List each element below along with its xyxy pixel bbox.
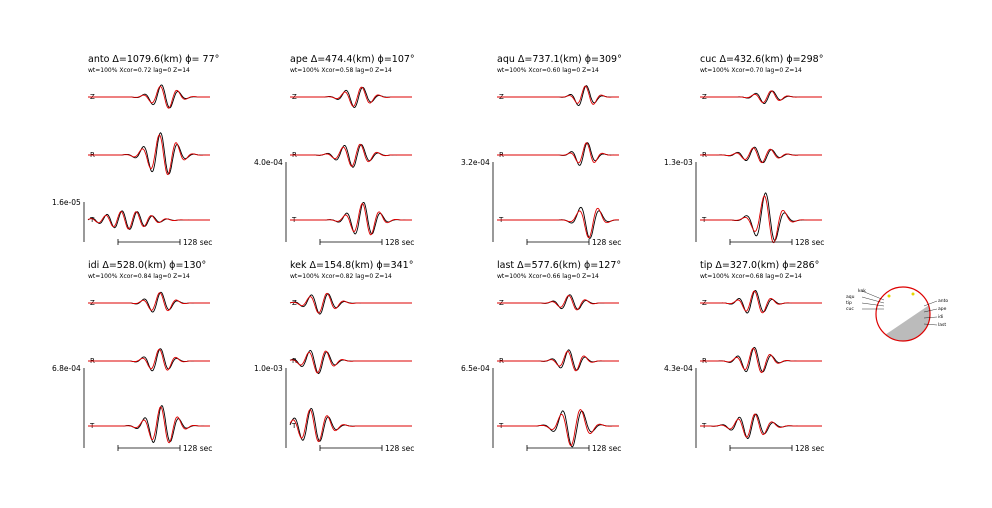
amplitude-scale-label: 1.0e-03 <box>254 364 283 373</box>
station-title: last Δ=577.6(km) ϕ=127° <box>497 260 622 271</box>
station-panel-aqu <box>461 54 622 247</box>
synthetic-trace-z <box>290 293 412 313</box>
observed-trace-z <box>88 292 210 312</box>
component-label-z: Z <box>702 93 707 101</box>
component-label-t: T <box>292 422 297 430</box>
station-params: wt=100% Xcor=0.82 lag=0 Z=14 <box>290 273 392 280</box>
station-title: anto Δ=1079.6(km) ϕ= 77° <box>88 54 220 65</box>
beachball-station-marker <box>888 295 891 298</box>
observed-trace-r <box>700 347 822 371</box>
beachball-station-label: ape <box>938 307 947 312</box>
component-label-t: T <box>499 422 504 430</box>
observed-trace-r <box>497 350 619 370</box>
station-panel-tip <box>664 260 824 453</box>
station-title: cuc Δ=432.6(km) ϕ=298° <box>700 54 824 65</box>
beachball-station-label: kek <box>858 289 866 294</box>
station-title: ape Δ=474.4(km) ϕ=107° <box>290 54 415 65</box>
amplitude-scale-label: 4.0e-04 <box>254 158 283 167</box>
component-label-r: R <box>499 151 504 159</box>
observed-trace-z <box>290 294 412 314</box>
amplitude-scale-label: 6.8e-04 <box>52 364 81 373</box>
synthetic-trace-r <box>88 349 210 370</box>
synthetic-trace-r <box>290 351 412 373</box>
component-label-z: Z <box>499 93 504 101</box>
component-label-r: R <box>499 357 504 365</box>
component-label-r: R <box>702 151 707 159</box>
beachball-station-label: last <box>938 323 947 328</box>
time-scale-label: 128 sec <box>592 444 622 453</box>
synthetic-trace-t <box>290 204 412 235</box>
amplitude-scale-label: 1.6e-05 <box>52 198 81 207</box>
synthetic-trace-z <box>700 91 822 103</box>
station-panel-cuc <box>664 54 824 247</box>
beachball-station-label: cuc <box>846 307 854 312</box>
station-params: wt=100% Xcor=0.72 lag=0 Z=14 <box>88 67 190 74</box>
component-label-z: Z <box>90 93 95 101</box>
component-label-r: R <box>702 357 707 365</box>
time-scale-label: 128 sec <box>795 444 825 453</box>
observed-trace-t <box>290 202 412 234</box>
station-panel-last <box>461 260 621 453</box>
station-params: wt=100% Xcor=0.70 lag=0 Z=14 <box>700 67 802 74</box>
beachball-station-label: aqu <box>846 295 855 300</box>
component-label-t: T <box>702 422 707 430</box>
station-params: wt=100% Xcor=0.66 lag=0 Z=14 <box>497 273 599 280</box>
observed-trace-r <box>88 133 210 174</box>
station-params: wt=100% Xcor=0.84 lag=0 Z=14 <box>88 273 190 280</box>
beachball-station-label: tip <box>846 301 852 306</box>
amplitude-scale-label: 4.3e-04 <box>664 364 693 373</box>
synthetic-trace-t <box>497 208 619 237</box>
time-scale-label: 128 sec <box>592 238 622 247</box>
station-panel-ape <box>254 54 415 247</box>
synthetic-trace-t <box>497 410 619 446</box>
component-label-t: T <box>702 216 707 224</box>
synthetic-trace-r <box>497 143 619 163</box>
time-scale-label: 128 sec <box>385 444 415 453</box>
component-label-z: Z <box>90 299 95 307</box>
observed-trace-t <box>88 406 210 443</box>
component-label-t: T <box>90 216 95 224</box>
time-scale-label: 128 sec <box>385 238 415 247</box>
component-label-z: Z <box>702 299 707 307</box>
station-params: wt=100% Xcor=0.68 lag=0 Z=14 <box>700 273 802 280</box>
station-title: aqu Δ=737.1(km) ϕ=309° <box>497 54 622 65</box>
observed-trace-r <box>290 145 412 168</box>
synthetic-trace-z <box>700 291 822 313</box>
station-panel-anto <box>52 54 219 247</box>
component-label-t: T <box>90 422 95 430</box>
station-panel-kek <box>254 260 414 453</box>
synthetic-trace-z <box>497 296 619 310</box>
station-panel-idi <box>52 260 212 453</box>
component-label-r: R <box>90 151 95 159</box>
observed-trace-z <box>497 295 619 310</box>
station-title: tip Δ=327.0(km) ϕ=286° <box>700 260 820 271</box>
component-label-t: T <box>292 216 297 224</box>
station-title: kek Δ=154.8(km) ϕ=341° <box>290 260 414 271</box>
station-params: wt=100% Xcor=0.58 lag=0 Z=14 <box>290 67 392 74</box>
component-label-z: Z <box>292 93 297 101</box>
synthetic-trace-r <box>497 351 619 371</box>
beachball-station-leader <box>862 291 884 300</box>
component-label-r: R <box>292 357 297 365</box>
time-scale-label: 128 sec <box>183 444 213 453</box>
synthetic-trace-z <box>290 87 412 106</box>
time-scale-label: 128 sec <box>795 238 825 247</box>
station-params: wt=100% Xcor=0.60 lag=0 Z=14 <box>497 67 599 74</box>
component-label-t: T <box>499 216 504 224</box>
amplitude-scale-label: 3.2e-04 <box>461 158 490 167</box>
observed-trace-t <box>700 193 822 241</box>
beachball-station-label: idi <box>938 315 944 320</box>
synthetic-trace-z <box>497 86 619 104</box>
time-scale-label: 128 sec <box>183 238 213 247</box>
component-label-r: R <box>90 357 95 365</box>
observed-trace-t <box>497 411 619 447</box>
observed-trace-r <box>290 350 412 373</box>
component-label-z: Z <box>292 299 297 307</box>
beachball-station-label: anto <box>938 299 949 304</box>
station-title: idi Δ=528.0(km) ϕ=130° <box>88 260 207 271</box>
amplitude-scale-label: 6.5e-04 <box>461 364 490 373</box>
amplitude-scale-label: 1.3e-03 <box>664 158 693 167</box>
observed-trace-z <box>700 291 822 314</box>
synthetic-trace-t <box>700 196 822 243</box>
observed-trace-z <box>497 86 619 106</box>
component-label-r: R <box>292 151 297 159</box>
station-panels <box>52 54 824 453</box>
synthetic-trace-z <box>88 293 210 311</box>
beachball-station-marker <box>912 293 915 296</box>
synthetic-trace-t <box>88 407 210 443</box>
component-label-z: Z <box>499 299 504 307</box>
focal-mechanism-beachball <box>846 287 948 341</box>
